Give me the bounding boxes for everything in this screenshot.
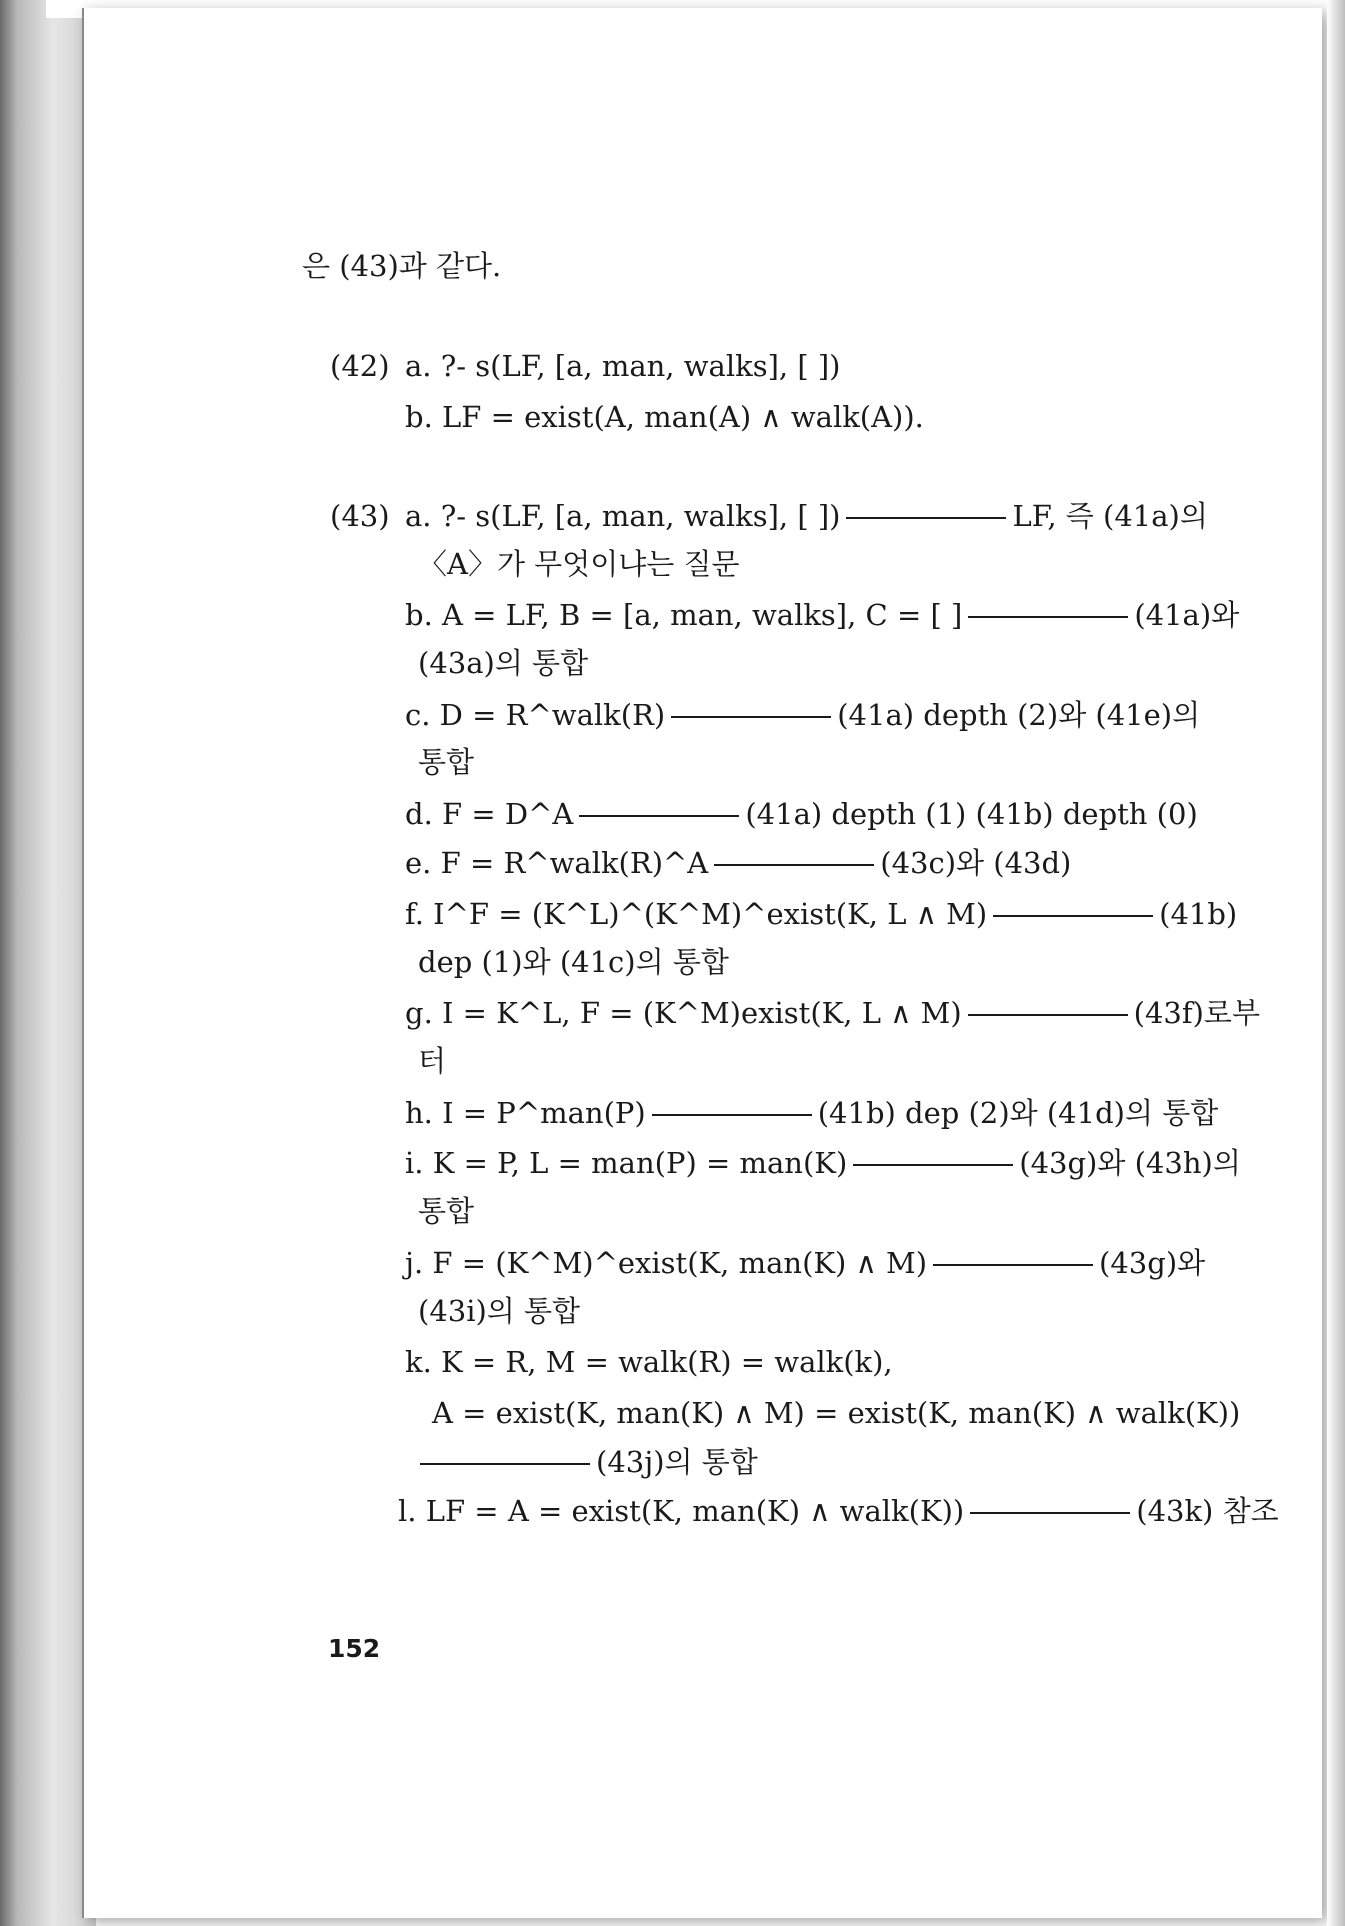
example-43e — [405, 846, 1072, 880]
example-43-label: (43) — [330, 499, 390, 533]
dash-rule — [714, 864, 874, 866]
example-43a-note: LF, 즉 (41a)의 — [1012, 499, 1208, 533]
example-43l-formula: l. LF = A = exist(K, man(K) ∧ walk(K)) — [398, 1494, 965, 1528]
example-43b-cont: (43a)의 통합 — [418, 646, 589, 680]
dash-rule — [671, 716, 831, 718]
dash-rule — [652, 1114, 812, 1116]
example-43g-note: (43f)로부 — [1133, 996, 1260, 1030]
example-43i — [405, 1146, 1241, 1180]
page-number: 152 — [328, 1634, 381, 1663]
example-43f-note: (41b) — [1159, 897, 1238, 931]
example-43f — [405, 897, 1238, 931]
example-43g-cont: 터 — [418, 1044, 447, 1078]
example-43b-note: (41a)와 — [1134, 598, 1240, 632]
example-43e-note: (43c)와 (43d) — [880, 846, 1072, 880]
example-43k-note-line — [420, 1445, 758, 1479]
dash-rule — [579, 815, 739, 817]
example-43c-cont: 통합 — [418, 745, 475, 779]
dash-rule — [853, 1164, 1013, 1166]
example-43a-cont: 〈A〉가 무엇이냐는 질문 — [418, 547, 740, 581]
example-43f-cont: dep (1)와 (41c)의 통합 — [418, 945, 729, 979]
example-43f-formula: f. I^F = (K^L)^(K^M)^exist(K, L ∧ M) — [405, 897, 988, 931]
example-43k-note: (43j)의 통합 — [596, 1445, 758, 1479]
example-43h — [405, 1096, 1219, 1130]
example-43j-note: (43g)와 — [1099, 1246, 1206, 1280]
example-43a — [405, 499, 1208, 533]
example-43g — [405, 996, 1260, 1030]
example-43j — [405, 1246, 1206, 1280]
example-43b — [405, 598, 1240, 632]
example-42-label: (42) — [330, 349, 390, 383]
example-43l-note: (43k) 참조 — [1136, 1494, 1279, 1528]
dash-rule — [968, 616, 1128, 618]
example-43b-formula: b. A = LF, B = [a, man, walks], C = [ ] — [405, 598, 963, 632]
example-43c-note: (41a) depth (2)와 (41e)의 — [837, 698, 1201, 732]
example-43l — [398, 1494, 1279, 1528]
example-42b: b. LF = exist(A, man(A) ∧ walk(A)). — [405, 400, 924, 434]
dash-rule — [420, 1463, 590, 1465]
example-43d-formula: d. F = D^A — [405, 797, 574, 831]
example-43e-formula: e. F = R^walk(R)^A — [405, 846, 709, 880]
example-43c-formula: c. D = R^walk(R) — [405, 698, 666, 732]
example-43k: k. K = R, M = walk(R) = walk(k), — [405, 1345, 893, 1379]
example-43h-note: (41b) dep (2)와 (41d)의 통합 — [817, 1096, 1219, 1130]
example-43g-formula: g. I = K^L, F = (K^M)exist(K, L ∧ M) — [405, 996, 962, 1030]
intro-text: 은 (43)과 같다. — [302, 249, 502, 283]
example-42a: a. ?- s(LF, [a, man, walks], [ ]) — [405, 349, 841, 383]
example-43j-formula: j. F = (K^M)^exist(K, man(K) ∧ M) — [405, 1246, 928, 1280]
example-43h-formula: h. I = P^man(P) — [405, 1096, 646, 1130]
example-43j-cont: (43i)의 통합 — [418, 1294, 581, 1328]
example-43a-formula: a. ?- s(LF, [a, man, walks], [ ]) — [405, 499, 841, 533]
example-43d — [405, 797, 1198, 831]
example-43d-note: (41a) depth (1) (41b) depth (0) — [745, 797, 1198, 831]
dash-rule — [970, 1512, 1130, 1514]
dash-rule — [933, 1264, 1093, 1266]
example-43c — [405, 698, 1201, 732]
page-edge-shadow — [1327, 0, 1345, 1926]
example-43i-cont: 통합 — [418, 1194, 475, 1228]
example-43k-cont: A = exist(K, man(K) ∧ M) = exist(K, man(K) ∧ walk(K)) — [432, 1396, 1241, 1430]
example-43i-note: (43g)와 (43h)의 — [1019, 1146, 1241, 1180]
dash-rule — [993, 915, 1153, 917]
dash-rule — [846, 517, 1006, 519]
dash-rule — [968, 1014, 1128, 1016]
example-43i-formula: i. K = P, L = man(P) = man(K) — [405, 1146, 848, 1180]
